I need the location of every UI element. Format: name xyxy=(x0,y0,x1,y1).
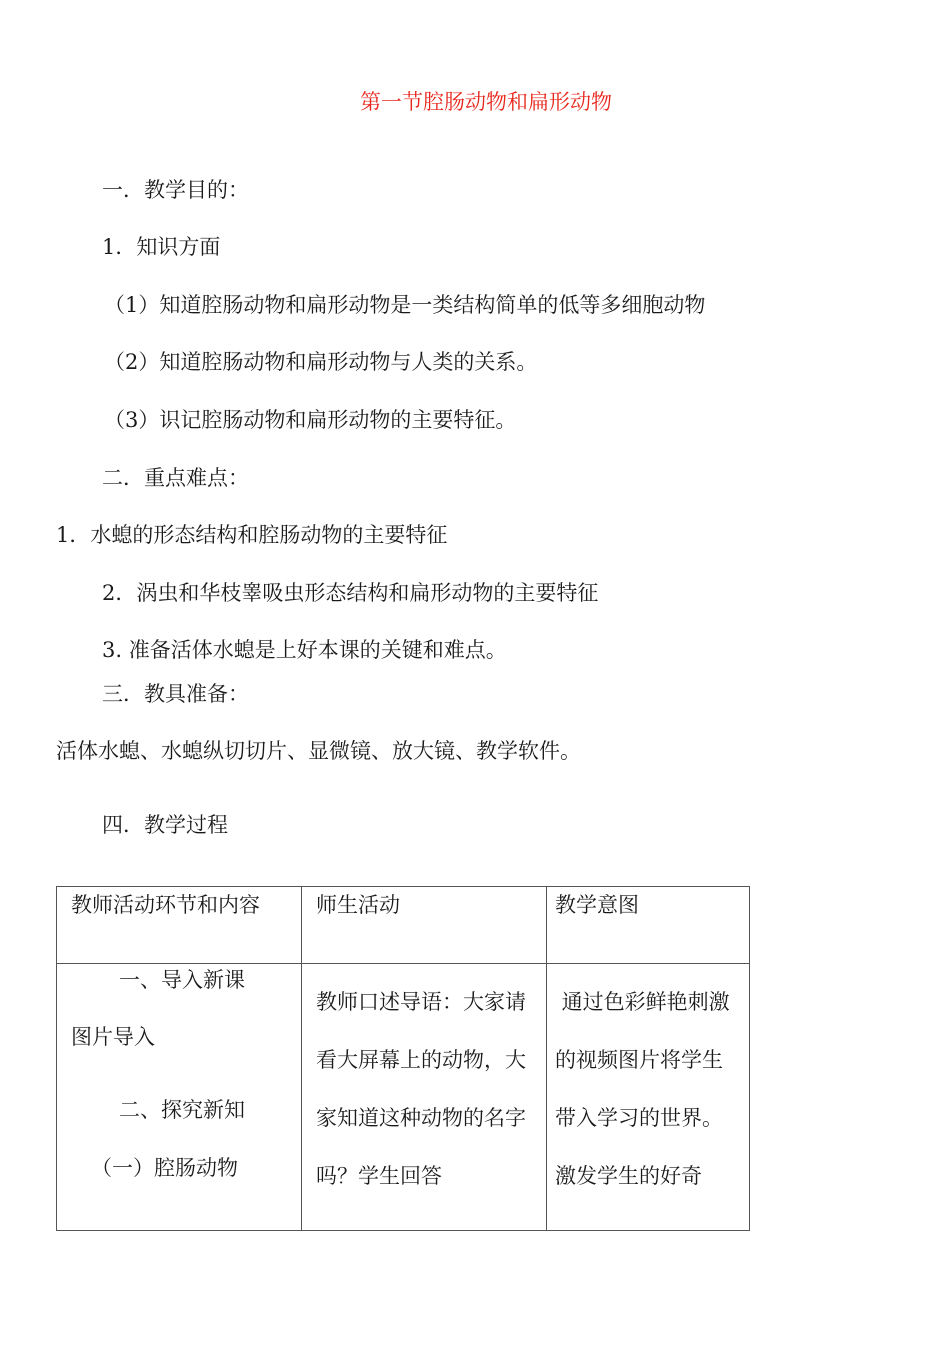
page-title: 第一节腔肠动物和扁形动物 xyxy=(360,90,612,114)
materials-heading: 三．教具准备： xyxy=(102,682,249,706)
interaction-line: 家知道这种动物的名字 xyxy=(316,1106,526,1130)
interaction-line: 吗？学生回答 xyxy=(316,1164,442,1188)
intent-line: 带入学习的世界。 xyxy=(555,1106,723,1130)
materials-text: 活体水螅、水螅纵切切片、显微镜、放大镜、教学软件。 xyxy=(56,739,581,763)
objective-2: （2）知道腔肠动物和扁形动物与人类的关系。 xyxy=(104,350,538,374)
interaction-line: 看大屏幕上的动物，大 xyxy=(316,1048,526,1072)
key-points-heading: 二．重点难点： xyxy=(102,466,249,490)
activity-coelenterates: （一）腔肠动物 xyxy=(91,1156,238,1180)
header-intent: 教学意图 xyxy=(555,893,639,917)
intent-line: 通过色彩鲜艳刺激 xyxy=(555,990,730,1014)
teaching-process-table xyxy=(56,886,750,1231)
table-header-cell xyxy=(547,887,750,964)
table-cell-interaction xyxy=(302,964,547,1231)
intent-line: 激发学生的好奇 xyxy=(555,1164,702,1188)
activity-image-intro: 图片导入 xyxy=(71,1025,155,1049)
key-point-1: 1．水螅的形态结构和腔肠动物的主要特征 xyxy=(56,523,448,547)
activity-intro: 一、导入新课 xyxy=(119,968,245,992)
table-row xyxy=(57,964,750,1231)
intent-line: 的视频图片将学生 xyxy=(555,1048,723,1072)
process-heading: 四．教学过程 xyxy=(102,813,228,837)
key-point-3: 3. 准备活体水螅是上好本课的关键和难点。 xyxy=(102,638,507,662)
objectives-heading: 一．教学目的： xyxy=(102,178,249,202)
knowledge-heading: 1．知识方面 xyxy=(102,235,221,259)
objective-3: （3）识记腔肠动物和扁形动物的主要特征。 xyxy=(104,408,517,432)
table-cell-intent xyxy=(547,964,750,1231)
objective-1: （1）知道腔肠动物和扁形动物是一类结构简单的低等多细胞动物 xyxy=(104,293,706,317)
header-teacher-activity: 教师活动环节和内容 xyxy=(71,893,260,917)
key-point-2: 2．涡虫和华枝睾吸虫形态结构和扁形动物的主要特征 xyxy=(102,581,599,605)
table-header-cell xyxy=(302,887,547,964)
header-interaction: 师生活动 xyxy=(316,893,400,917)
table-header-row xyxy=(57,887,750,964)
table-cell-activities xyxy=(57,964,302,1231)
interaction-line: 教师口述导语：大家请 xyxy=(316,990,526,1014)
activity-explore: 二、探究新知 xyxy=(119,1098,245,1122)
table-header-cell xyxy=(57,887,302,964)
